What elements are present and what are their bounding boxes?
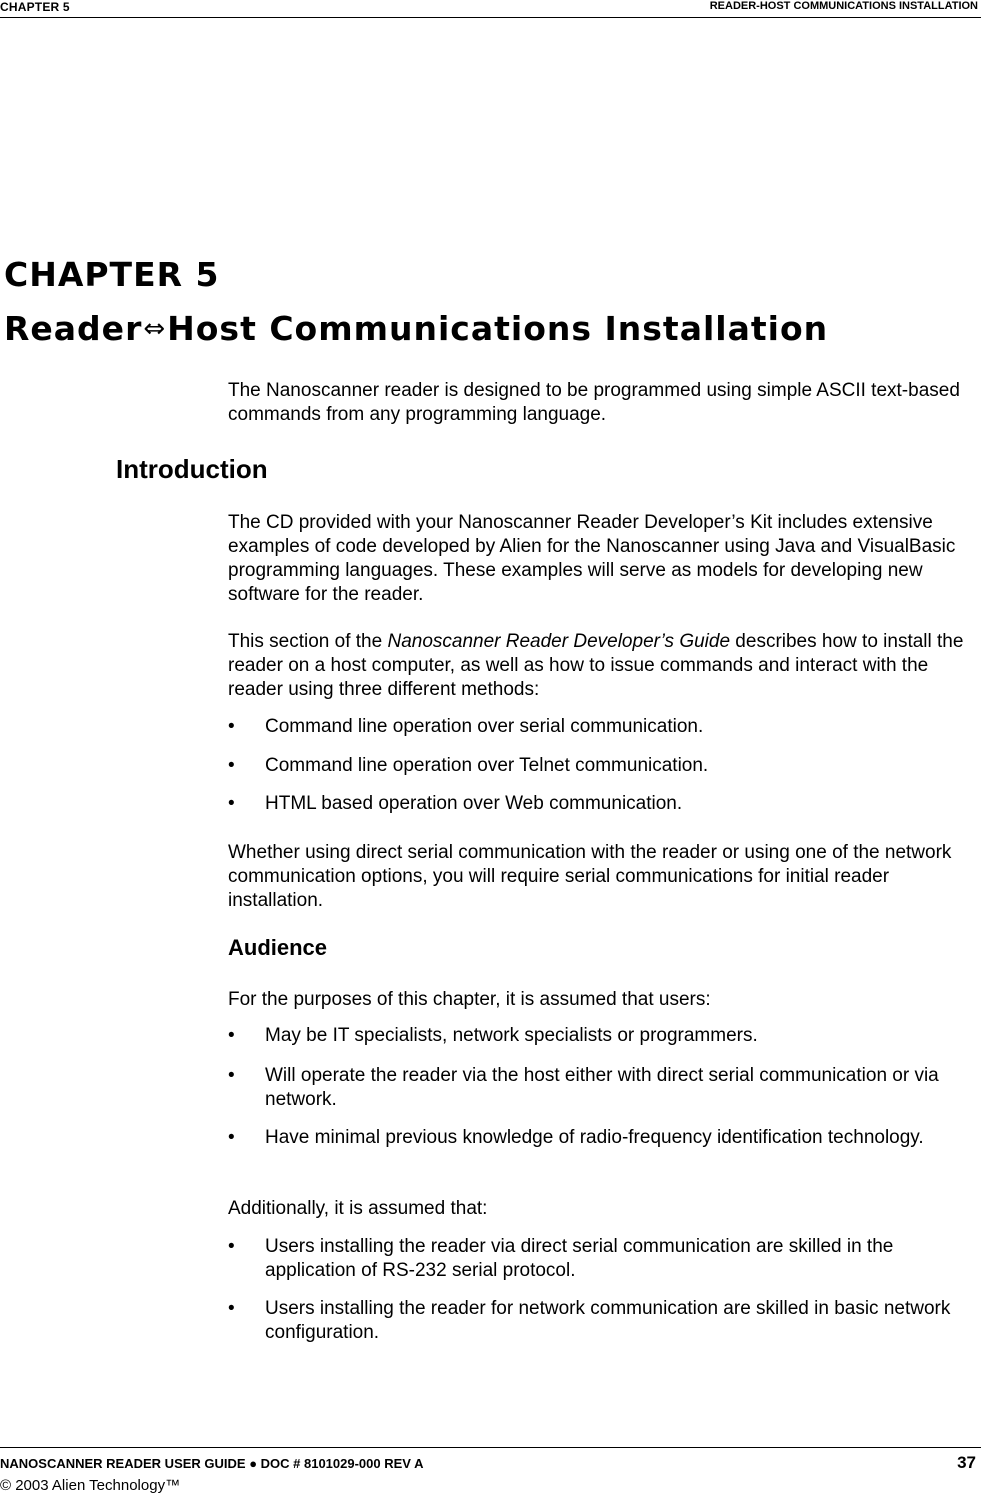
audience-item: May be IT specialists, network specialists or programmers. <box>265 1025 758 1046</box>
method-serial: Command line operation over serial communication. <box>265 716 704 737</box>
introduction-paragraph-2 <box>228 630 978 702</box>
page-header <box>0 0 981 18</box>
section-heading-introduction: Introduction <box>116 454 268 484</box>
assumption-item: Users installing the reader via direct serial communication are skilled in the application of RS-232 serial protocol. <box>265 1236 894 1281</box>
introduction-paragraph-1: The CD provided with your Nanoscanner Reader Developer’s Kit includes extensive examples of code developed by Alien for the Nanoscanner using Java and VisualBasic programming languages. These examples will serve as models for developing new software for the reader. <box>228 512 956 605</box>
bullet-icon: • <box>228 1025 235 1046</box>
chapter-title <box>4 309 828 348</box>
bullet-icon: • <box>228 793 235 814</box>
para2-start: This section of the <box>228 631 388 652</box>
double-arrow-icon: ⇔ <box>143 314 167 344</box>
introduction-paragraph-3: Whether using direct serial communication with the reader or using one of the network communication options, you will require serial communications for initial reader installation. <box>228 842 952 911</box>
section-heading-audience: Audience <box>228 935 328 960</box>
intro-paragraph: The Nanoscanner reader is designed to be programmed using simple ASCII text-based commands from any programming language. <box>228 380 960 425</box>
additional-lead: Additionally, it is assumed that: <box>228 1198 488 1219</box>
bullet-icon: • <box>228 716 235 737</box>
method-telnet: Command line operation over Telnet communication. <box>265 755 709 776</box>
copyright: © 2003 Alien Technology™ <box>0 1477 181 1494</box>
bullet-icon: • <box>228 1298 235 1319</box>
footer-doc-info: NANOSCANNER READER USER GUIDE ● DOC # 8101029-000 REV A <box>0 1456 424 1471</box>
chapter-number: CHAPTER 5 <box>4 255 220 294</box>
bullet-icon: • <box>228 1065 235 1086</box>
para2-end: describes how to install the reader on a host computer, as well as how to issue commands and interact with the reader using three different methods: <box>228 631 964 700</box>
audience-item: Have minimal previous knowledge of radio-frequency identification technology. <box>265 1127 924 1148</box>
bullet-icon: • <box>228 1236 235 1257</box>
assumption-item: Users installing the reader for network communication are skilled in basic network configuration. <box>265 1298 951 1343</box>
guide-title: Nanoscanner Reader Developer’s Guide <box>387 631 731 652</box>
audience-item: Will operate the reader via the host either with direct serial communication or via network. <box>265 1065 939 1110</box>
bullet-icon: • <box>228 1127 235 1148</box>
chapter-title-part1: Reader <box>4 309 143 348</box>
header-chapter: CHAPTER 5 <box>0 0 70 14</box>
chapter-title-part2: Host Communications Installation <box>167 309 829 348</box>
header-section-title: READER-HOST COMMUNICATIONS INSTALLATION <box>709 0 978 12</box>
audience-lead: For the purposes of this chapter, it is assumed that users: <box>228 989 711 1010</box>
method-web: HTML based operation over Web communication. <box>265 793 683 814</box>
bullet-icon: • <box>228 755 235 776</box>
page-footer <box>0 1447 981 1494</box>
page-number: 37 <box>957 1453 976 1472</box>
